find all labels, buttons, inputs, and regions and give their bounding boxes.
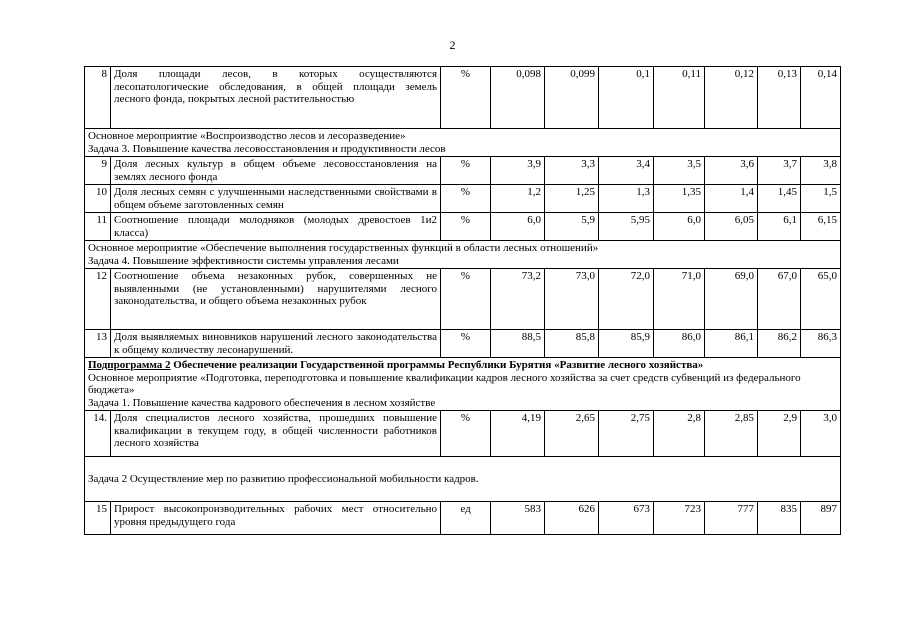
unit-cell: % xyxy=(441,157,491,185)
value-cell: 3,8 xyxy=(801,157,841,185)
indicator-name: Доля лесных семян с улучшенными наследственными свойствами в общем объеме заготовленных семян xyxy=(111,185,441,213)
indicator-name: Соотношение объема незаконных рубок, совершенных не выявленными (не установленными) нарушителями лесного законодательства, и общего объема незаконных рубок xyxy=(111,269,441,330)
value-cell: 71,0 xyxy=(654,269,705,330)
unit-cell: % xyxy=(441,185,491,213)
unit-cell: ед xyxy=(441,502,491,535)
section-row xyxy=(85,241,841,269)
value-cell: 0,14 xyxy=(801,67,841,129)
value-cell: 626 xyxy=(545,502,599,535)
unit-cell: % xyxy=(441,67,491,129)
table-row xyxy=(85,330,841,358)
indicator-name: Доля площади лесов, в которых осуществляются лесопатологические обследования, в общей площади земель лесного фонда, покрытых лесной растительностью xyxy=(111,67,441,129)
activity-title: Основное мероприятие «Воспроизводство лесов и лесоразведение» xyxy=(88,130,406,142)
task-title: Задача 2 Осуществление мер по развитию профессиональной мобильности кадров. xyxy=(88,472,479,485)
subprogram-label: Подпрограмма 2 xyxy=(88,359,171,371)
row-number: 14. xyxy=(85,411,111,457)
value-cell: 86,2 xyxy=(758,330,801,358)
value-cell: 0,13 xyxy=(758,67,801,129)
activity-title: Основное мероприятие «Обеспечение выполнения государственных функций в области лесных отношений» xyxy=(88,242,599,254)
indicator-name: Соотношение площади молодняков (молодых древостоев 1и2 класса) xyxy=(111,213,441,241)
value-cell: 65,0 xyxy=(801,269,841,330)
value-cell: 5,95 xyxy=(599,213,654,241)
task-title: Задача 3. Повышение качества лесовосстановления и продуктивности лесов xyxy=(88,142,446,155)
value-cell: 85,9 xyxy=(599,330,654,358)
table-row xyxy=(85,67,841,129)
value-cell: 835 xyxy=(758,502,801,535)
value-cell: 0,1 xyxy=(599,67,654,129)
value-cell: 3,6 xyxy=(705,157,758,185)
section-heading xyxy=(85,358,841,411)
row-number: 13 xyxy=(85,330,111,358)
indicators-table xyxy=(84,66,841,535)
value-cell: 777 xyxy=(705,502,758,535)
value-cell: 3,5 xyxy=(654,157,705,185)
section-row xyxy=(85,457,841,502)
value-cell: 4,19 xyxy=(491,411,545,457)
value-cell: 897 xyxy=(801,502,841,535)
value-cell: 86,3 xyxy=(801,330,841,358)
value-cell: 6,15 xyxy=(801,213,841,241)
table-row xyxy=(85,213,841,241)
value-cell: 1,5 xyxy=(801,185,841,213)
value-cell: 1,25 xyxy=(545,185,599,213)
value-cell: 0,099 xyxy=(545,67,599,129)
value-cell: 73,0 xyxy=(545,269,599,330)
value-cell: 86,0 xyxy=(654,330,705,358)
subprogram-title xyxy=(88,359,837,372)
value-cell: 2,65 xyxy=(545,411,599,457)
value-cell: 6,05 xyxy=(705,213,758,241)
value-cell: 67,0 xyxy=(758,269,801,330)
value-cell: 73,2 xyxy=(491,269,545,330)
row-number: 10 xyxy=(85,185,111,213)
row-number: 8 xyxy=(85,67,111,129)
value-cell: 2,75 xyxy=(599,411,654,457)
value-cell: 723 xyxy=(654,502,705,535)
value-cell: 0,11 xyxy=(654,67,705,129)
row-number: 12 xyxy=(85,269,111,330)
value-cell: 1,3 xyxy=(599,185,654,213)
value-cell: 1,45 xyxy=(758,185,801,213)
indicator-name: Доля лесных культур в общем объеме лесовосстановления на землях лесного фонда xyxy=(111,157,441,185)
value-cell: 3,4 xyxy=(599,157,654,185)
value-cell: 0,098 xyxy=(491,67,545,129)
unit-cell: % xyxy=(441,269,491,330)
indicator-name: Доля специалистов лесного хозяйства, прошедших повышение квалификации в текущем году, в общей численности работников лесного хозяйства xyxy=(111,411,441,457)
value-cell: 6,1 xyxy=(758,213,801,241)
activity-title: Основное мероприятие «Подготовка, переподготовка и повышение квалификации кадров лесного хозяйства за счет средств субвенций из федерального бюджета» xyxy=(88,371,801,396)
unit-cell: % xyxy=(441,213,491,241)
value-cell: 69,0 xyxy=(705,269,758,330)
value-cell: 3,9 xyxy=(491,157,545,185)
section-row xyxy=(85,129,841,157)
table-row xyxy=(85,502,841,535)
value-cell: 1,4 xyxy=(705,185,758,213)
value-cell: 6,0 xyxy=(654,213,705,241)
value-cell: 1,35 xyxy=(654,185,705,213)
row-number: 11 xyxy=(85,213,111,241)
value-cell: 2,9 xyxy=(758,411,801,457)
table-row xyxy=(85,157,841,185)
value-cell: 0,12 xyxy=(705,67,758,129)
section-heading xyxy=(85,241,841,269)
section-heading xyxy=(85,457,841,502)
row-number: 9 xyxy=(85,157,111,185)
section-heading xyxy=(85,129,841,157)
value-cell: 85,8 xyxy=(545,330,599,358)
section-row xyxy=(85,358,841,411)
value-cell: 5,9 xyxy=(545,213,599,241)
page-number: 2 xyxy=(449,38,456,52)
value-cell: 3,7 xyxy=(758,157,801,185)
indicator-name: Доля выявляемых виновников нарушений лесного законодательства к общему количеству лесонарушений. xyxy=(111,330,441,358)
value-cell: 86,1 xyxy=(705,330,758,358)
value-cell: 3,3 xyxy=(545,157,599,185)
value-cell: 1,2 xyxy=(491,185,545,213)
task-title: Задача 4. Повышение эффективности системы управления лесами xyxy=(88,254,399,267)
subprogram-name: Обеспечение реализации Государственной программы Республики Бурятия «Развитие лесного хозяйства» xyxy=(170,359,704,371)
task-title: Задача 1. Повышение качества кадрового обеспечения в лесном хозяйстве xyxy=(88,396,436,409)
table-row xyxy=(85,185,841,213)
value-cell: 6,0 xyxy=(491,213,545,241)
indicator-name: Прирост высокопроизводительных рабочих мест относительно уровня предыдущего года xyxy=(111,502,441,535)
table-row xyxy=(85,269,841,330)
unit-cell: % xyxy=(441,411,491,457)
unit-cell: % xyxy=(441,330,491,358)
table-row xyxy=(85,411,841,457)
value-cell: 3,0 xyxy=(801,411,841,457)
value-cell: 2,8 xyxy=(654,411,705,457)
value-cell: 72,0 xyxy=(599,269,654,330)
value-cell: 88,5 xyxy=(491,330,545,358)
row-number: 15 xyxy=(85,502,111,535)
value-cell: 2,85 xyxy=(705,411,758,457)
value-cell: 583 xyxy=(491,502,545,535)
value-cell: 673 xyxy=(599,502,654,535)
